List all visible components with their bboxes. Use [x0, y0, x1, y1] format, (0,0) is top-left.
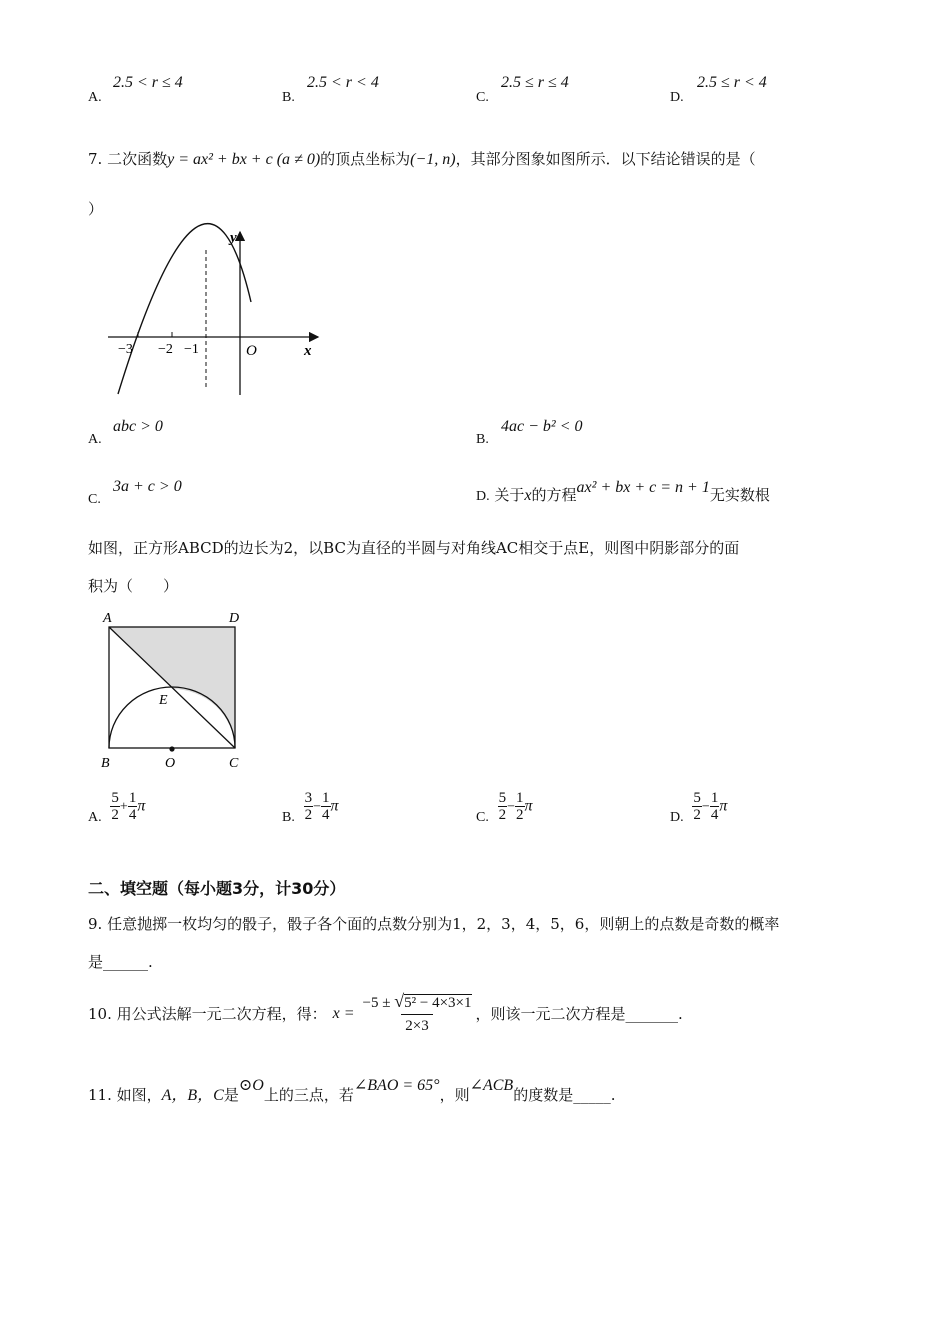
q8-option-d-frac2: $\frac{1}{4}$ — [710, 790, 719, 823]
q8-option-c-label: C. — [476, 809, 489, 825]
q7-stem — [88, 148, 756, 169]
q6-option-c-label: C. — [476, 90, 489, 105]
q11-angle-bao: ∠BAO = 65° — [353, 1077, 440, 1094]
q7-option-d-mid: 的方程 — [531, 486, 577, 504]
q10-lhs: x = — [332, 1004, 355, 1022]
question-10 — [88, 990, 683, 1037]
q8-option-a-frac2: $\frac{1}{4}$ — [128, 790, 137, 823]
q7-option-b-math: 4ac − b² < 0 — [501, 418, 583, 435]
q8-option-d-op: − — [701, 799, 710, 815]
q8-option-b-label: B. — [282, 809, 295, 825]
q7-option-d — [476, 479, 770, 505]
q9-line2: 是______. — [88, 953, 153, 971]
q7-parabola-graph — [100, 222, 330, 402]
q7-number: 7. — [88, 150, 103, 168]
q7-vertex: (−1, n) — [410, 151, 456, 168]
q7-tick-label-neg2: −2 — [158, 342, 173, 357]
q10-sqrt-sign: √ — [394, 991, 405, 1011]
q8-option-d-label: D. — [670, 809, 684, 825]
q8-option-b — [282, 790, 339, 823]
q7-text-b: 的顶点坐标为 — [320, 150, 411, 168]
q8-option-b-op: − — [313, 799, 322, 815]
q8-option-c-pi: π — [524, 797, 533, 815]
q8-label-o: O — [165, 756, 176, 771]
q7-text-a: 二次函数 — [107, 150, 168, 168]
q9-line1: 9. 任意抛掷一枚均匀的骰子，骰子各个面的点数分别为1，2，3，4，5，6，则朝上的点数是奇数的概率 — [88, 915, 780, 933]
q8-option-a-frac1: $\frac{5}{2}$ — [111, 790, 119, 823]
q8-option-a-op: + — [119, 799, 128, 815]
q7-function: y = ax² + bx + c (a ≠ 0) — [167, 151, 321, 168]
question-11 — [88, 1077, 616, 1105]
q8-option-a-label: A. — [88, 809, 102, 825]
q10-num-prefix: −5 ± — [362, 995, 391, 1011]
q11-text-b: 是 — [223, 1086, 239, 1104]
section-heading-fill-in: 二、填空题（每小题3分，计30分） — [88, 879, 346, 898]
q7-origin-label: O — [246, 343, 257, 359]
q7-option-d-label: D. — [476, 489, 490, 504]
q8-option-c — [476, 790, 533, 823]
q8-center-point — [169, 746, 174, 751]
q8-label-d: D — [229, 611, 240, 626]
q8-option-d-frac1: $\frac{5}{2}$ — [693, 790, 701, 823]
q11-text-d: ，则 — [439, 1086, 470, 1104]
q7-option-a-label: A. — [88, 432, 102, 447]
q8-option-b-frac1: $\frac{3}{2}$ — [304, 790, 313, 823]
q8-label-c: C — [229, 756, 239, 771]
q11-text-a: 11. 如图， — [88, 1086, 162, 1104]
q7-close-paren: ） — [88, 200, 104, 218]
q7-tick-label-neg3: −3 — [118, 342, 133, 357]
q7-option-d-pre: 关于 — [494, 486, 525, 504]
q8-option-c-frac2: $\frac{1}{2}$ — [516, 790, 524, 823]
q7-tick-label-neg1: −1 — [184, 342, 199, 357]
q11-text-c: 上的三点，若 — [263, 1086, 354, 1104]
q8-option-b-frac2: $\frac{1}{4}$ — [322, 790, 330, 823]
q11-angle-acb: ∠ACB — [469, 1077, 514, 1094]
q6-option-c-math: 2.5 ≤ r ≤ 4 — [501, 74, 569, 91]
q11-text-e: 的度数是_____. — [513, 1086, 616, 1104]
q7-x-label: x — [304, 343, 312, 359]
q7-parabola-curve — [118, 224, 251, 394]
q8-line1: 如图，正方形ABCD的边长为2，以BC为直径的半圆与对角线AC相交于点E，则图中阴影部分的面 — [88, 539, 740, 557]
q6-option-b-math: 2.5 < r < 4 — [307, 74, 379, 91]
q6-option-a-math: 2.5 < r ≤ 4 — [113, 74, 183, 91]
q7-option-d-post: 无实数根 — [709, 486, 770, 504]
q8-option-b-pi: π — [330, 797, 339, 815]
q6-option-a-label: A. — [88, 90, 102, 105]
q7-y-label: y — [230, 230, 237, 246]
q10-radicand: 5² − 4×3×1 — [404, 995, 472, 1011]
q8-option-d — [670, 790, 727, 823]
q7-option-a-math: abc > 0 — [113, 418, 163, 435]
q7-option-b-label: B. — [476, 432, 489, 447]
q7-option-c-label: C. — [88, 492, 101, 507]
q6-option-d-label: D. — [670, 90, 684, 105]
q7-option-d-var: x — [524, 487, 532, 504]
q8-option-d-pi: π — [719, 797, 728, 815]
q8-label-a: A — [103, 611, 112, 626]
q7-option-d-math: ax² + bx + c = n + 1 — [576, 479, 710, 496]
q8-option-a — [88, 790, 145, 823]
q8-square-figure — [95, 605, 255, 775]
q8-option-c-op: − — [507, 799, 516, 815]
q11-points: A，B，C — [161, 1087, 224, 1104]
q10-formula — [359, 990, 476, 1037]
q10-denominator: 2×3 — [401, 1014, 432, 1037]
q8-option-c-frac1: $\frac{5}{2}$ — [498, 790, 507, 823]
q8-label-e: E — [159, 693, 168, 708]
q7-text-c: ，其部分图象如图所示．以下结论错误的是（ — [455, 150, 756, 168]
q8-option-a-pi: π — [137, 797, 146, 815]
q8-label-b: B — [101, 756, 110, 771]
q6-option-d-math: 2.5 ≤ r < 4 — [697, 74, 767, 91]
q7-option-c-math: 3a + c > 0 — [113, 478, 182, 495]
q10-text-a: 10. 用公式法解一元二次方程，得： — [88, 1005, 327, 1023]
q6-option-b-label: B. — [282, 90, 295, 105]
q11-circle: ⊙O — [238, 1077, 264, 1094]
q8-line2: 积为（ ） — [88, 577, 179, 595]
q10-text-b: ，则该一元二次方程是_______. — [475, 1005, 683, 1023]
